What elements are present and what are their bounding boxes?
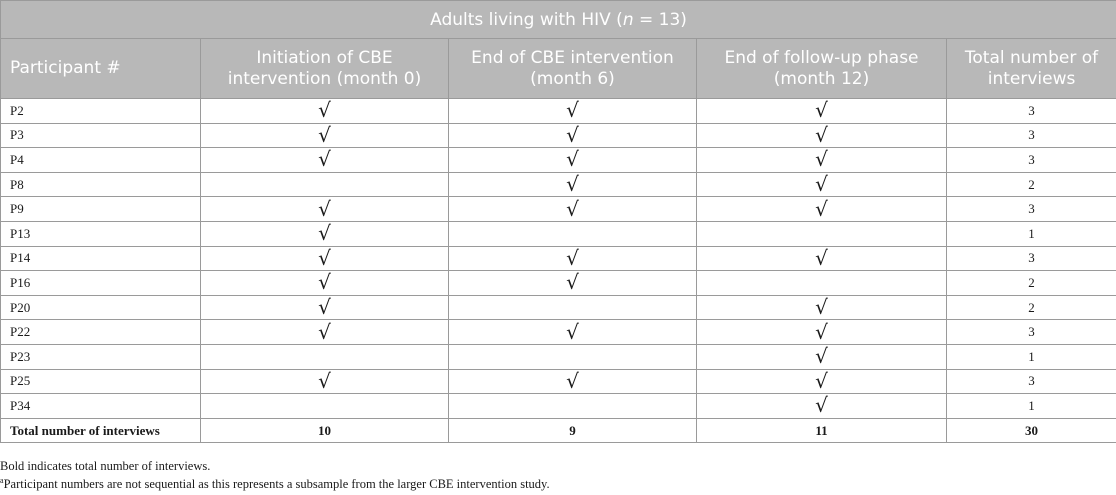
cell-m12 [697, 246, 947, 271]
cell-m0 [201, 320, 449, 345]
cell-m0 [201, 295, 449, 320]
check-icon: √ [815, 319, 828, 344]
row-total: 2 [947, 172, 1116, 197]
row-total: 2 [947, 295, 1116, 320]
cell-m12 [697, 344, 947, 369]
cell-m0 [201, 99, 449, 124]
check-icon: √ [318, 98, 331, 123]
cell-m12 [697, 99, 947, 124]
header-month-12: End of follow-up phase (month 12) [697, 39, 947, 99]
cell-m6 [449, 197, 697, 222]
row-total: 3 [947, 197, 1116, 222]
table-row [1, 271, 1116, 296]
footnote-bold: Bold indicates total number of interviews. [0, 459, 211, 473]
table-body [1, 99, 1116, 443]
cell-m6 [449, 148, 697, 173]
row-total: 1 [947, 394, 1116, 419]
total-m0: 10 [201, 418, 449, 443]
cell-m6 [449, 295, 697, 320]
check-icon: √ [566, 172, 579, 197]
participant-id: P2 [1, 99, 201, 124]
participant-id: P13 [1, 221, 201, 246]
cell-m6 [449, 369, 697, 394]
cell-m6 [449, 221, 697, 246]
row-total: 3 [947, 123, 1116, 148]
table-row [1, 123, 1116, 148]
footnote-a [0, 475, 550, 493]
total-m6: 9 [449, 418, 697, 443]
cell-m12 [697, 172, 947, 197]
cell-m12 [697, 394, 947, 419]
table-caption: Adults living with HIV (n = 13) [1, 1, 1116, 39]
cell-m6 [449, 271, 697, 296]
check-icon: √ [815, 196, 828, 221]
participant-id: P8 [1, 172, 201, 197]
row-total: 3 [947, 369, 1116, 394]
table-row [1, 320, 1116, 345]
footnote-a-marker: a [0, 475, 4, 485]
header-total: Total number of interviews [947, 39, 1116, 99]
check-icon: √ [815, 98, 828, 123]
check-icon: √ [815, 147, 828, 172]
participant-id: P25 [1, 369, 201, 394]
cell-m0 [201, 394, 449, 419]
participant-id: P23 [1, 344, 201, 369]
cell-m0 [201, 123, 449, 148]
header-participant: Participant # [1, 39, 201, 99]
cell-m12 [697, 197, 947, 222]
table-caption-row [1, 1, 1116, 39]
cell-m0 [201, 344, 449, 369]
cell-m6 [449, 246, 697, 271]
check-icon: √ [318, 221, 331, 246]
check-icon: √ [318, 245, 331, 270]
participant-id: P9 [1, 197, 201, 222]
header-month-6: End of CBE intervention (month 6) [449, 39, 697, 99]
row-total: 3 [947, 99, 1116, 124]
check-icon: √ [815, 393, 828, 418]
cell-m12 [697, 221, 947, 246]
cell-m6 [449, 394, 697, 419]
table-row [1, 394, 1116, 419]
check-icon: √ [318, 196, 331, 221]
cell-m0 [201, 246, 449, 271]
participant-id: P4 [1, 148, 201, 173]
cell-m6 [449, 172, 697, 197]
row-total: 2 [947, 271, 1116, 296]
cell-m6 [449, 123, 697, 148]
participant-id: P3 [1, 123, 201, 148]
check-icon: √ [566, 245, 579, 270]
check-icon: √ [318, 368, 331, 393]
cell-m12 [697, 123, 947, 148]
table-row [1, 221, 1116, 246]
table-row [1, 148, 1116, 173]
cell-m12 [697, 271, 947, 296]
table-header-row [1, 39, 1116, 99]
footnotes [0, 457, 550, 493]
row-total: 3 [947, 246, 1116, 271]
cell-m0 [201, 197, 449, 222]
check-icon: √ [566, 98, 579, 123]
totals-label: Total number of interviews [1, 418, 201, 443]
table-row [1, 295, 1116, 320]
participant-id: P22 [1, 320, 201, 345]
row-total: 1 [947, 344, 1116, 369]
check-icon: √ [566, 147, 579, 172]
total-m12: 11 [697, 418, 947, 443]
check-icon: √ [318, 270, 331, 295]
cell-m12 [697, 148, 947, 173]
check-icon: √ [815, 344, 828, 369]
cell-m0 [201, 369, 449, 394]
participant-id: P14 [1, 246, 201, 271]
check-icon: √ [815, 122, 828, 147]
check-icon: √ [318, 319, 331, 344]
row-total: 3 [947, 320, 1116, 345]
check-icon: √ [566, 270, 579, 295]
footnote-a-text: Participant numbers are not sequential as this represents a subsample from the larger CBE intervention study. [3, 477, 550, 491]
check-icon: √ [318, 295, 331, 320]
row-total: 3 [947, 148, 1116, 173]
row-total: 1 [947, 221, 1116, 246]
cell-m6 [449, 344, 697, 369]
cell-m12 [697, 369, 947, 394]
table-row [1, 344, 1116, 369]
table-row [1, 197, 1116, 222]
caption-n: n [622, 9, 634, 30]
check-icon: √ [566, 122, 579, 147]
check-icon: √ [566, 368, 579, 393]
check-icon: √ [566, 196, 579, 221]
cell-m6 [449, 99, 697, 124]
check-icon: √ [815, 368, 828, 393]
check-icon: √ [815, 172, 828, 197]
header-month-0: Initiation of CBE intervention (month 0) [201, 39, 449, 99]
cell-m0 [201, 148, 449, 173]
check-icon: √ [318, 122, 331, 147]
participant-id: P34 [1, 394, 201, 419]
table-row [1, 99, 1116, 124]
cell-m0 [201, 172, 449, 197]
cell-m6 [449, 320, 697, 345]
cell-m12 [697, 320, 947, 345]
table-row [1, 246, 1116, 271]
cell-m0 [201, 271, 449, 296]
check-icon: √ [815, 295, 828, 320]
participant-id: P20 [1, 295, 201, 320]
table-row [1, 369, 1116, 394]
cell-m0 [201, 221, 449, 246]
check-icon: √ [815, 245, 828, 270]
total-all: 30 [947, 418, 1116, 443]
table-row [1, 172, 1116, 197]
check-icon: √ [318, 147, 331, 172]
cell-m12 [697, 295, 947, 320]
participant-id: P16 [1, 271, 201, 296]
totals-row [1, 418, 1116, 443]
check-icon: √ [566, 319, 579, 344]
